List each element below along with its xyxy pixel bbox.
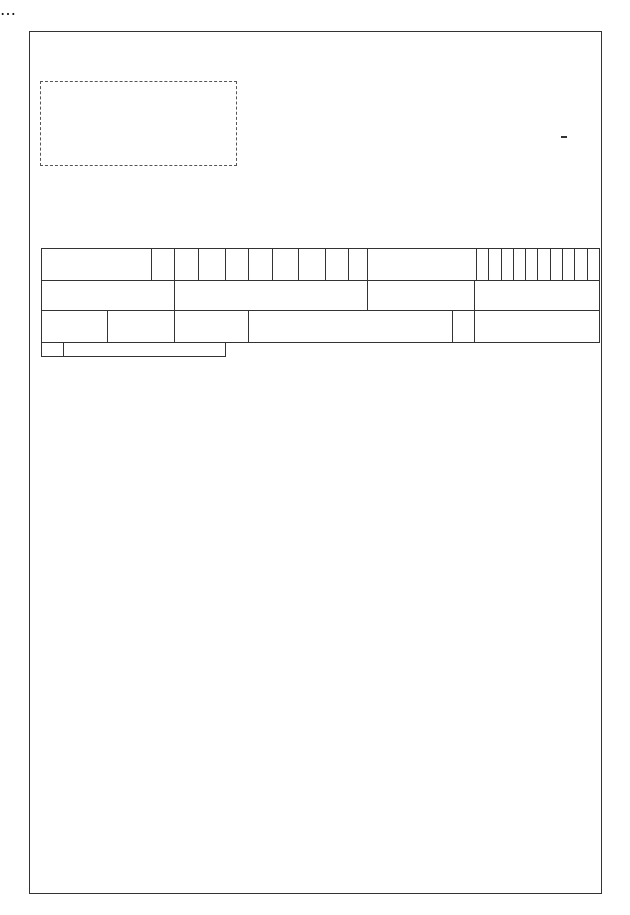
recipient-no-label [42,249,152,281]
digit-cell[interactable] [199,249,226,281]
table-row [42,311,600,343]
community-no-label [368,249,477,280]
address-box [40,81,237,166]
digit-cell[interactable] [249,249,273,281]
main-table [41,248,600,357]
digit-cell[interactable] [152,249,175,281]
person-label [42,281,175,311]
digit-cell[interactable] [175,249,199,281]
decision-date-value[interactable] [249,311,453,343]
table-row [42,249,600,281]
support-class-value[interactable] [108,311,175,343]
digit-cell[interactable] [299,249,326,281]
digit-cell[interactable] [273,249,299,281]
seal-text [561,136,567,138]
digit-cell[interactable] [226,249,249,281]
support-class-label [42,311,108,343]
table-row [42,281,600,311]
child-label [368,281,475,311]
community-no-cell [368,249,600,281]
person-name-value[interactable] [175,281,368,311]
seal-mark [561,123,567,142]
child-name-value[interactable] [475,281,600,311]
digit-cell[interactable] [349,249,368,281]
class-validity-value[interactable] [475,311,600,343]
class-validity-label [453,311,475,343]
digit-cell[interactable] [326,249,349,281]
table-row [42,343,600,357]
decision-content-label [42,343,64,357]
community-digits[interactable] [477,249,599,280]
col-service-header [64,343,226,357]
decision-date-label [175,311,249,343]
